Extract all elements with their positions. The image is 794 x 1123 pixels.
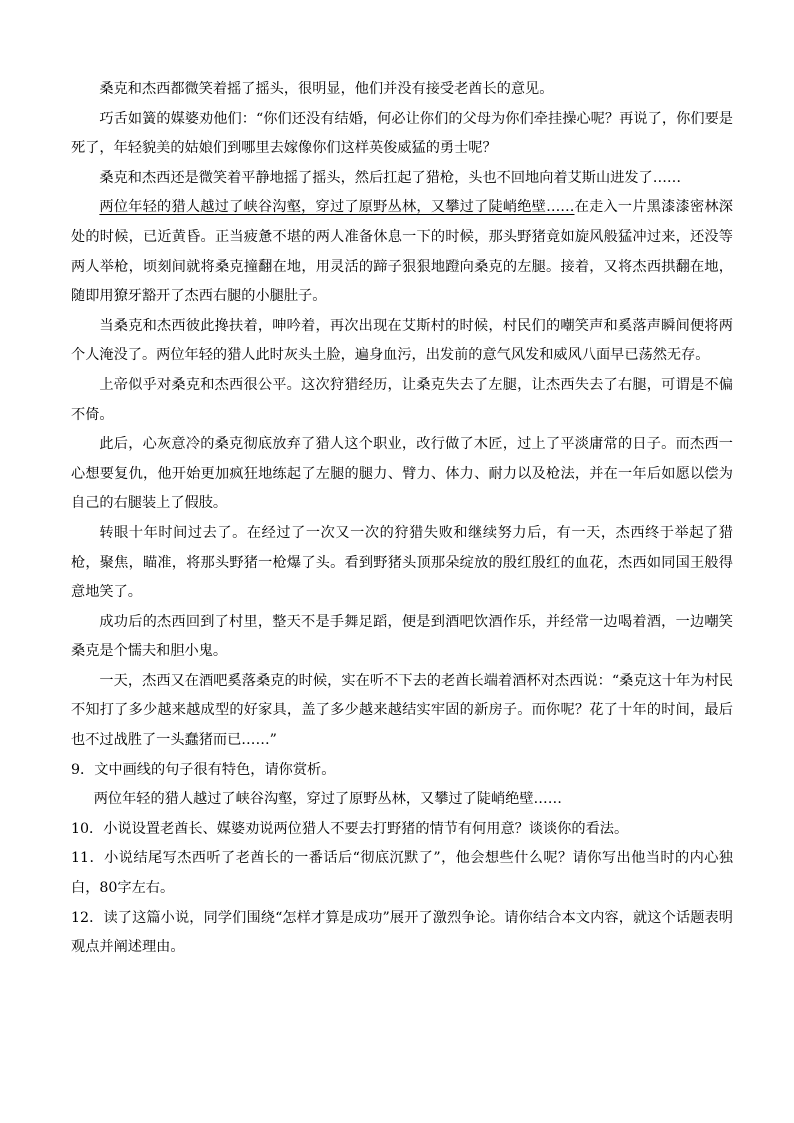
story-paragraph: 成功后的杰西回到了村里，整天不是手舞足蹈，便是到酒吧饮酒作乐，并经常一边喝着酒，一边嘲笑桑克是个懦夫和胆小鬼。 [71,613,733,660]
question-9: 9．文中画线的句子很有特色，请你赏析。 [71,761,336,778]
story-paragraph: 此后，心灰意冷的桑克彻底放弃了猎人这个职业，改行做了木匠，过上了平淡庸常的日子。而杰西一心想要复仇，他开始更加疯狂地练起了左腿的腿力、臂力、体力、耐力以及枪法，并在一年后如愿以偿为自己的右腿装上了假肢。 [71,436,733,512]
underlined-sentence: 两位年轻的猎人越过了峡谷沟壑，穿过了原野丛林，又攀过了陡峭绝壁…… [99,199,575,216]
question-9-quote: 两位年轻的猎人越过了峡谷沟壑，穿过了原野丛林，又攀过了陡峭绝壁…… [93,791,562,808]
story-paragraph: 一天，杰西又在酒吧奚落桑克的时候，实在听不下去的老酋长端着酒杯对杰西说：“桑克这十年为村民不知打了多少越来越成型的好家具，盖了多少越来越结实牢固的新房子。而你呢？花了十年的时间，最后也不过战胜了一头蠢猪而已……” [71,672,733,749]
question-12: 12．读了这篇小说，同学们围绕“怎样才算是成功”展开了激烈争论。请你结合本文内容，就这个话题表明观点并阐述理由。 [71,909,733,956]
question-11: 11．小说结尾写杰西听了老酋长的一番话后“彻底沉默了”，他会想些什么呢？请你写出他当时的内心独白，80字左右。 [71,850,733,897]
story-paragraph: 巧舌如簧的媒婆劝他们：“你们还没有结婚，何必让你们的父母为你们牵挂操心呢？再说了，你们要是死了，年轻貌美的姑娘们到哪里去嫁像你们这样英俊威猛的勇士呢？ [71,110,733,157]
story-paragraph-underlined [71,193,733,311]
story-paragraph: 转眼十年时间过去了。在经过了一次又一次的狩猎失败和继续努力后，有一天，杰西终于举起了猎枪，聚焦，瞄准，将那头野猪一枪爆了头。看到野猪头顶那朵绽放的殷红殷红的血花，杰西如同国王般得意地笑了。 [71,524,733,601]
story-paragraph: 桑克和杰西还是微笑着平静地摇了摇头，然后扛起了猎枪，头也不回地向着艾斯山进发了…… [99,169,682,186]
question-10: 10．小说设置老酋长、媒婆劝说两位猎人不要去打野猪的情节有何用意？谈谈你的看法。 [71,820,629,837]
paragraph-rest: 在走入一片黑漆漆密林深处的时候，已近黄昏。正当疲惫不堪的两人准备休息一下的时候，那头野猪竟如旋风般猛冲过来，还没等两人举枪，顷刻间就将桑克撞翻在地，用灵活的蹄子狠狠地蹬向桑克的左腿。接着，又将杰西拱翻在地，随即用獠牙豁开了杰西右腿的小腿肚子。 [71,199,733,305]
document-page [71,75,733,963]
story-paragraph: 桑克和杰西都微笑着摇了摇头，很明显，他们并没有接受老酋长的意见。 [99,81,554,97]
story-paragraph: 上帝似乎对桑克和杰西很公平。这次狩猎经历，让桑克失去了左腿，让杰西失去了右腿，可谓是不偏不倚。 [71,376,733,423]
story-paragraph: 当桑克和杰西彼此搀扶着，呻吟着，再次出现在艾斯村的时候，村民们的嘲笑声和奚落声瞬间便将两个人淹没了。两位年轻的猎人此时灰头土脸，遍身血污，出发前的意气风发和威风八面早已荡然无存。 [71,317,733,364]
